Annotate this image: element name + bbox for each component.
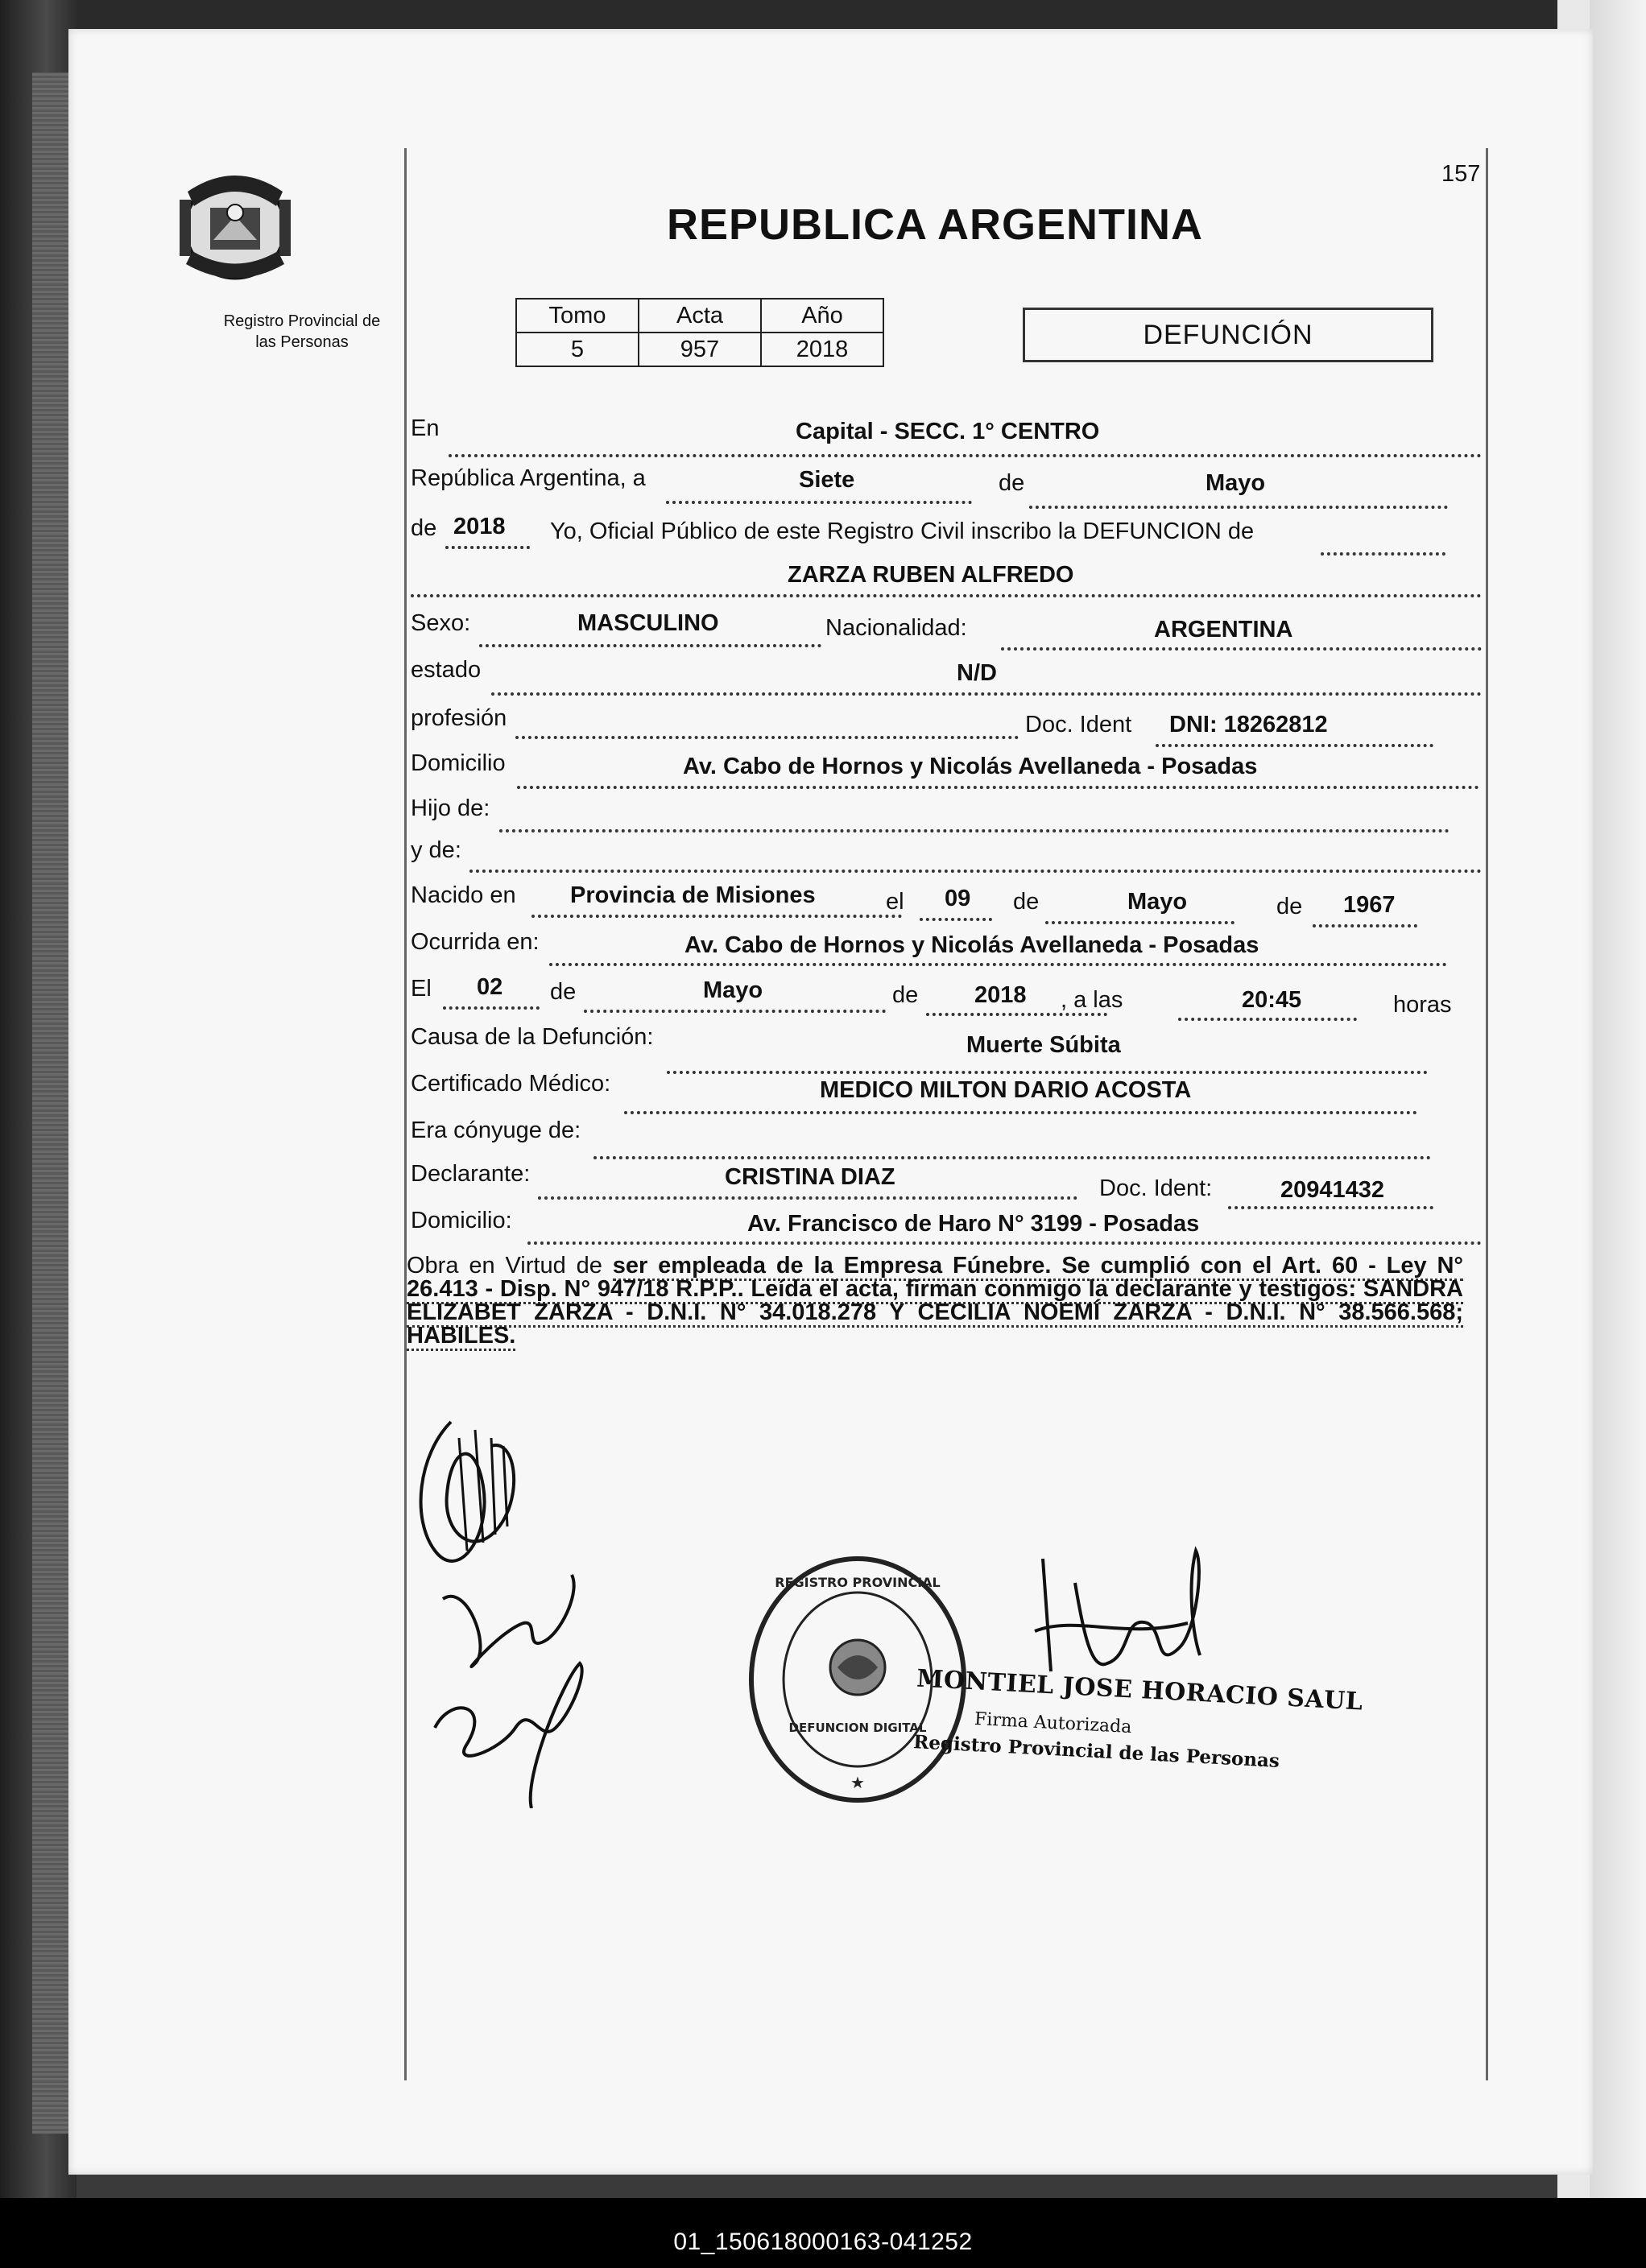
label-de-nac-mes: de	[1013, 889, 1040, 915]
field-domicilio-declarante: Av. Francisco de Haro N° 3199 - Posadas	[747, 1211, 1200, 1237]
label-a-las: , a las	[1061, 987, 1123, 1013]
line-nacido-en	[531, 915, 902, 918]
label-nacido-en: Nacido en	[411, 882, 516, 908]
label-el: El	[411, 976, 432, 1002]
field-fall-anio: 2018	[974, 982, 1027, 1008]
field-hora: 20:45	[1242, 987, 1302, 1013]
register-anio-value: 2018	[761, 333, 883, 366]
svg-text:REGISTRO PROVINCIAL: REGISTRO PROVINCIAL	[775, 1575, 941, 1590]
register-header-row	[516, 299, 883, 333]
file-caption: 01_150618000163-041252	[673, 2229, 973, 2255]
field-nombre: ZARZA RUBEN ALFREDO	[788, 562, 1074, 588]
certificate-page	[68, 29, 1593, 2175]
issuer-name	[203, 311, 401, 353]
label-horas: horas	[1393, 992, 1452, 1018]
book-binding	[32, 72, 72, 2134]
document-title: REPUBLICA ARGENTINA	[667, 200, 1203, 249]
field-sexo: MASCULINO	[577, 610, 719, 636]
next-page-edge-shadow	[1590, 0, 1646, 2268]
line-causa	[667, 1071, 1428, 1074]
official-stamp-org: Registro Provincial de las Personas	[912, 1731, 1280, 1772]
label-de-mes: de	[999, 470, 1025, 496]
line-domicilio	[517, 786, 1479, 789]
field-nacionalidad: ARGENTINA	[1154, 617, 1293, 642]
field-causa: Muerte Súbita	[966, 1032, 1121, 1058]
label-y-de: y de:	[411, 837, 461, 863]
misiones-emblem-icon	[172, 159, 299, 292]
label-sexo: Sexo:	[411, 610, 471, 636]
line-fall-dia	[443, 1006, 540, 1010]
label-certificado: Certificado Médico:	[411, 1071, 611, 1097]
register-value-row	[516, 333, 883, 366]
label-republica: República Argentina, a	[411, 465, 646, 491]
line-conyuge	[593, 1156, 1431, 1159]
label-profesion: profesión	[411, 705, 507, 731]
svg-text:DEFUNCION DIGITAL: DEFUNCION DIGITAL	[788, 1721, 927, 1735]
field-dia-letras: Siete	[799, 467, 855, 493]
label-de-anio: de	[411, 515, 437, 541]
line-nombre	[411, 594, 1482, 597]
line-fall-mes	[584, 1010, 886, 1013]
line-y-de	[469, 870, 1482, 873]
line-profesion	[515, 736, 1019, 739]
label-domicilio: Domicilio	[411, 750, 506, 776]
label-yo-oficial: Yo, Oficial Público de este Registro Civil inscribo la DEFUNCION de	[550, 518, 1255, 544]
issuer-line-2: las Personas	[255, 333, 349, 351]
field-lugar: Capital - SECC. 1° CENTRO	[796, 419, 1100, 444]
line-hijo-de	[499, 829, 1450, 832]
line-declarante	[538, 1196, 1077, 1200]
register-tomo-value: 5	[516, 333, 639, 366]
label-el-nac: el	[886, 889, 904, 915]
label-domicilio-declarante: Domicilio:	[411, 1208, 512, 1233]
label-doc-ident-declarante: Doc. Ident:	[1099, 1175, 1213, 1201]
document-type-box: DEFUNCIÓN	[1023, 308, 1433, 362]
field-mes: Mayo	[1206, 470, 1266, 496]
line-estado	[491, 692, 1482, 696]
line-hora	[1178, 1018, 1357, 1021]
line-dia	[666, 501, 972, 504]
field-observaciones: ser empleada de la Empresa Fúnebre. Se cumplió con el Art. 60 - Ley N° 26.413 - Disp. N° 947/18 R.P.P.. Leída el acta, firman conmigo la declarante y testigos: SANDRA ELIZABET ZARZA - D.N.I. N° 34.018.278 Y CECILIA NOEMÍ ZARZA - D.N.I. N° 38.566.568; HABILES.	[407, 1253, 1463, 1351]
official-stamp-name: MONTIEL JOSE HORACIO SAUL	[916, 1664, 1364, 1716]
label-nacionalidad: Nacionalidad:	[825, 615, 967, 641]
field-nac-mes: Mayo	[1127, 889, 1188, 915]
line-defuncion-de	[1321, 552, 1445, 556]
field-declarante-doc: 20941432	[1280, 1177, 1385, 1203]
register-table	[515, 298, 884, 367]
field-nac-anio: 1967	[1343, 892, 1396, 918]
svg-text:★: ★	[850, 1773, 865, 1792]
field-nac-dia: 09	[945, 886, 971, 911]
label-hijo-de: Hijo de:	[411, 795, 490, 821]
field-fall-mes: Mayo	[703, 977, 763, 1003]
field-nacido-en: Provincia de Misiones	[570, 882, 816, 908]
register-header-tomo: Tomo	[516, 299, 639, 333]
observaciones-paragraph	[407, 1254, 1463, 1348]
field-fall-dia: 02	[477, 974, 503, 1000]
label-causa: Causa de la Defunción:	[411, 1024, 654, 1050]
label-conyuge: Era cónyuge de:	[411, 1117, 581, 1143]
field-ocurrida-en: Av. Cabo de Hornos y Nicolás Avellaneda - Posadas	[684, 932, 1259, 958]
label-doc-ident: Doc. Ident	[1025, 712, 1132, 737]
label-declarante: Declarante:	[411, 1161, 531, 1187]
field-declarante: CRISTINA DIAZ	[725, 1164, 895, 1190]
line-mes	[1029, 506, 1448, 509]
page-number: 157	[1441, 161, 1481, 187]
field-anio: 2018	[453, 514, 506, 539]
witness-signatures	[403, 1390, 644, 1808]
register-header-acta: Acta	[639, 299, 761, 333]
line-doc-ident	[1156, 744, 1433, 747]
line-nac-anio	[1313, 924, 1417, 927]
field-estado: N/D	[957, 660, 997, 686]
line-nac-mes	[1045, 921, 1234, 924]
label-obra: Obra en Virtud de	[407, 1253, 602, 1279]
field-certificado: MEDICO MILTON DARIO ACOSTA	[820, 1077, 1192, 1103]
label-ocurrida-en: Ocurrida en:	[411, 929, 540, 955]
line-domicilio-declarante	[527, 1241, 1482, 1245]
right-margin-line	[1486, 148, 1488, 2080]
line-en	[449, 454, 1482, 457]
line-declarante-doc	[1228, 1206, 1433, 1209]
line-certificado	[624, 1111, 1417, 1114]
label-estado: estado	[411, 657, 482, 683]
register-acta-value: 957	[639, 333, 761, 366]
field-doc-ident: DNI: 18262812	[1169, 712, 1328, 737]
field-domicilio: Av. Cabo de Hornos y Nicolás Avellaneda - Posadas	[683, 754, 1258, 779]
line-nacionalidad	[1001, 647, 1482, 651]
official-stamp-role: Firma Autorizada	[974, 1708, 1132, 1738]
label-de-fall-mes: de	[550, 979, 577, 1005]
line-sexo	[479, 644, 821, 647]
label-de-fall-anio: de	[892, 982, 919, 1008]
label-en: En	[411, 415, 440, 441]
line-ocurrida-en	[549, 963, 1447, 966]
line-anio	[445, 546, 530, 549]
line-nac-dia	[920, 918, 992, 921]
issuer-line-1: Registro Provincial de	[223, 312, 381, 330]
label-de-nac-anio: de	[1276, 894, 1303, 919]
register-header-anio: Año	[761, 299, 883, 333]
